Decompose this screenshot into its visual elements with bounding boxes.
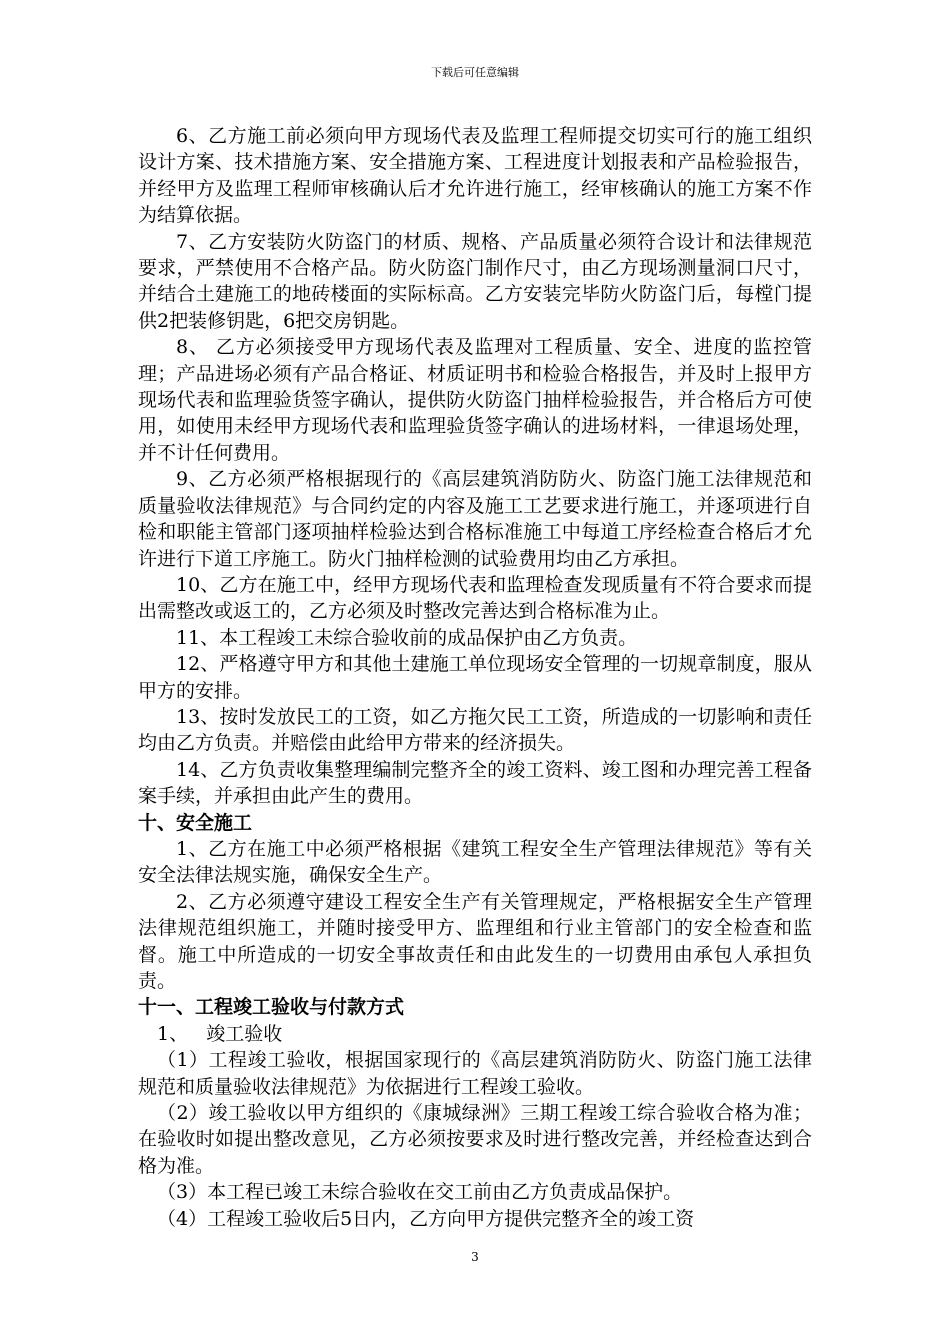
clause-9: 9、乙方必须严格根据现行的《高层建筑消防防火、防盗门施工法律规范和质量验收法律规范》与合同约定的内容及施工工艺要求进行施工，并逐项进行自检和职能主管部门逐项抽样检验达到合格标准施工中每道工序经检查合格后才允许进行下道工序施工。防火门抽样检测的试验费用均由乙方承担。 [138, 468, 812, 570]
page-header: 下载后可任意编辑 [431, 66, 519, 79]
clause-12: 12、严格遵守甲方和其他土建施工单位现场安全管理的一切规章制度，服从甲方的安排。 [138, 653, 812, 702]
acceptance-item-2: （2）竣工验收以甲方组织的《康城绿洲》三期工程竣工综合验收合格为准；在验收时如提出整改意见，乙方必须按要求及时进行整改完善，并经检查达到合格为准。 [138, 1102, 812, 1177]
clause-10: 10、乙方在施工中，经甲方现场代表和监理检查发现质量有不符合要求而提出需整改或返工的，乙方必须及时整改完善达到合格标准为止。 [138, 573, 812, 623]
clause-13: 13、按时发放民工的工资，如乙方拖欠民工工资，所造成的一切影响和责任均由乙方负责。并赔偿由此给甲方带来的经济损失。 [138, 705, 812, 755]
acceptance-subheading: 1、 竣工验收 [157, 1022, 283, 1045]
safety-clause-1: 1、乙方在施工中必须严格根据《建筑工程安全生产管理法律规范》等有关安全法律法规实施，确保安全生产。 [138, 837, 812, 887]
acceptance-item-1: （1）工程竣工验收，根据国家现行的《高层建筑消防防火、防盗门施工法律规范和质量验收法律规范》为依据进行工程竣工验收。 [138, 1049, 812, 1098]
clause-6: 6、乙方施工前必须向甲方现场代表及监理工程师提交切实可行的施工组织设计方案、技术措施方案、安全措施方案、工程进度计划报表和产品检验报告，并经甲方及监理工程师审核确认后才允许进行施工，经审核确认的施工方案不作为结算依据。 [138, 125, 812, 227]
document-body [138, 123, 812, 1232]
page-number: 3 [471, 1250, 479, 1264]
section-heading-safety: 十、安全施工 [138, 811, 253, 834]
clause-14: 14、乙方负责收集整理编制完整齐全的竣工资料、竣工图和办理完善工程备案手续，并承担由此产生的费用。 [138, 758, 812, 808]
clause-7: 7、乙方安装防火防盗门的材质、规格、产品质量必须符合设计和法律规范要求，严禁使用不合格产品。防火防盗门制作尺寸，由乙方现场测量洞口尺寸，并结合土建施工的地砖楼面的实际标高。乙方安装完毕防火防盗门后，每樘门提供2把装修钥匙，6把交房钥匙。 [138, 230, 812, 332]
clause-11: 11、本工程竣工未综合验收前的成品保护由乙方负责。 [176, 626, 638, 649]
acceptance-item-3: （3）本工程已竣工未综合验收在交工前由乙方负责成品保护。 [157, 1181, 683, 1204]
acceptance-item-4: （4）工程竣工验收后5日内，乙方向甲方提供完整齐全的竣工资 [157, 1207, 695, 1230]
section-heading-acceptance: 十一、工程竣工验收与付款方式 [138, 996, 405, 1019]
clause-8: 8、 乙方必须接受甲方现场代表及监理对工程质量、安全、进度的监控管理；产品进场必须有产品合格证、材质证明书和检验合格报告，并及时上报甲方现场代表和监理验货签字确认，提供防火防盗门抽样检验报告，并合格后方可使用，如使用未经甲方现场代表和监理验货签字确认的进场材料，一律退场处理，并不计任何费用。 [138, 336, 812, 464]
safety-clause-2: 2、乙方必须遵守建设工程安全生产有关管理规定，严格根据安全生产管理法律规范组织施工，并随时接受甲方、监理组和行业主管部门的安全检查和监督。施工中所造成的一切安全事故责任和由此发生的一切费用由承包人承担负责。 [138, 890, 812, 992]
